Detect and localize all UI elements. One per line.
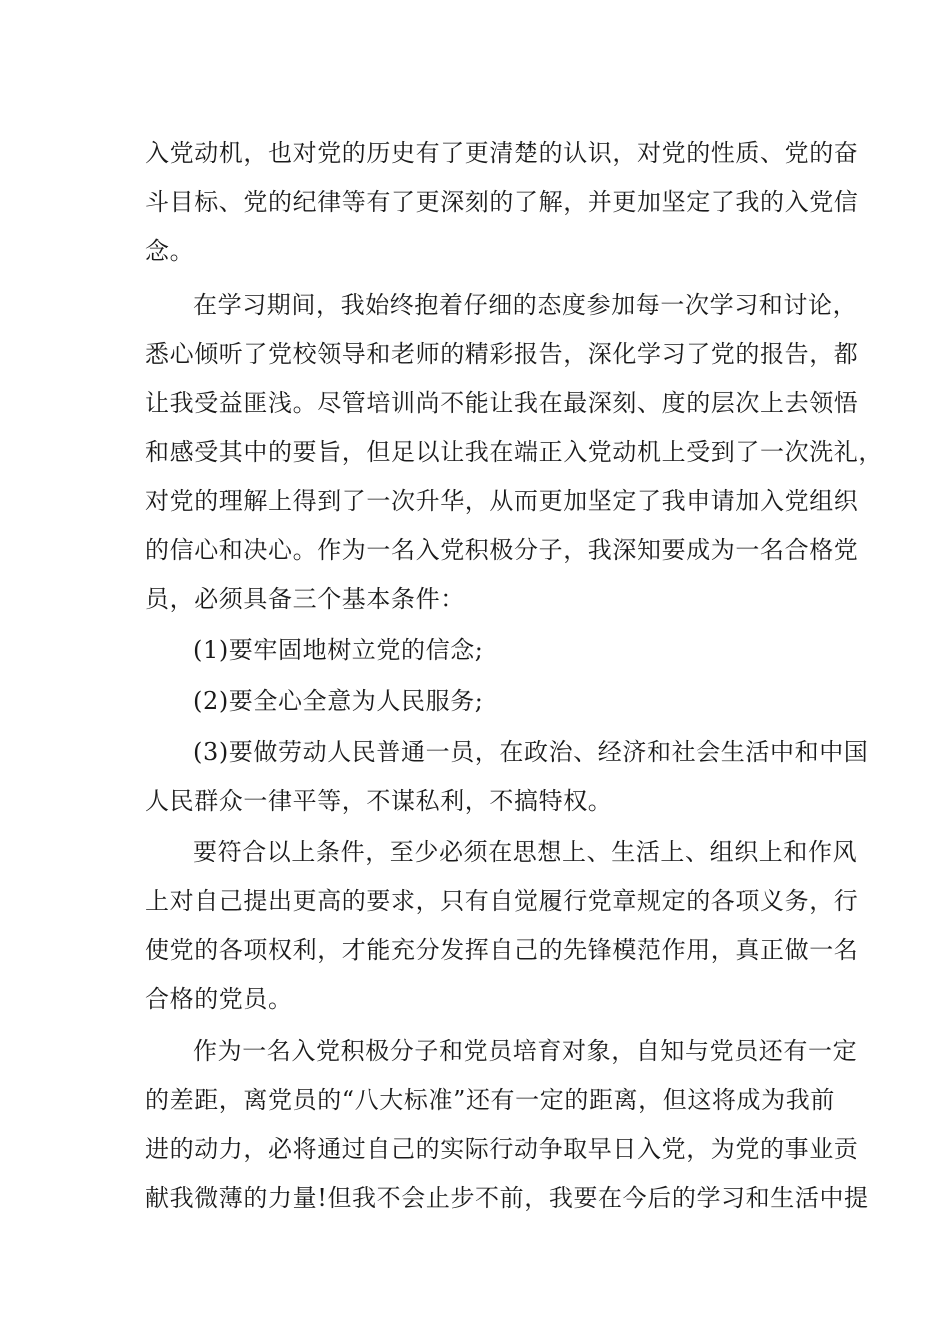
paragraph-start-line: 在学习期间，我始终抱着仔细的态度参加每一次学习和讨论，	[193, 291, 858, 319]
text-line: 员，必须具备三个基本条件：	[145, 585, 465, 613]
text-line: 进的动力，必将通过自己的实际行动争取早日入党，为党的事业贡	[145, 1135, 859, 1163]
list-item-line: (3)要做劳动人民普通一员，在政治、经济和社会生活中和中国	[193, 738, 869, 766]
text-line: 悉心倾听了党校领导和老师的精彩报告，深化学习了党的报告，都	[145, 340, 859, 368]
text-line: 的差距，离党员的“八大标准”还有一定的距离，但这将成为我前	[145, 1086, 835, 1114]
text-line: 的信心和决心。作为一名入党积极分子，我深知要成为一名合格党	[145, 536, 859, 564]
text-line: 念。	[145, 237, 195, 265]
paragraph-start-line: 要符合以上条件，至少必须在思想上、生活上、组织上和作风	[193, 838, 858, 866]
text-line: 斗目标、党的纪律等有了更深刻的了解，并更加坚定了我的入党信	[145, 188, 859, 216]
list-item-line: (2)要全心全意为人民服务;	[193, 687, 484, 715]
text-line: 使党的各项权利，才能充分发挥自己的先锋模范作用，真正做一名	[145, 936, 859, 964]
text-line: 人民群众一律平等，不谋私利，不搞特权。	[145, 787, 613, 815]
paragraph-start-line: 作为一名入党积极分子和党员培育对象，自知与党员还有一定	[193, 1037, 858, 1065]
text-line: 入党动机，也对党的历史有了更清楚的认识，对党的性质、党的奋	[145, 139, 859, 167]
text-line: 献我微薄的力量!但我不会止步不前，我要在今后的学习和生活中提	[145, 1184, 869, 1212]
text-line: 让我受益匪浅。尽管培训尚不能让我在最深刻、度的层次上去领悟	[145, 389, 859, 417]
text-line: 上对自己提出更高的要求，只有自觉履行党章规定的各项义务，行	[145, 887, 859, 915]
text-line: 对党的理解上得到了一次升华，从而更加坚定了我申请加入党组织	[145, 487, 859, 515]
list-item-line: (1)要牢固地树立党的信念;	[193, 636, 484, 664]
text-line: 合格的党员。	[145, 985, 293, 1013]
text-line: 和感受其中的要旨，但足以让我在端正入党动机上受到了一次洗礼，	[145, 438, 883, 466]
